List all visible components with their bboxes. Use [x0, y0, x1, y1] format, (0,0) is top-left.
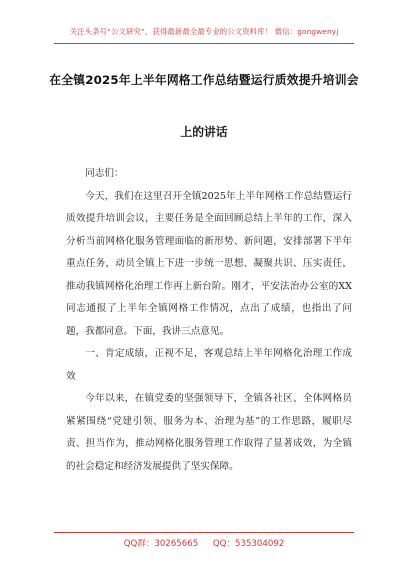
footer-qq: QQ：535304092: [212, 539, 285, 549]
body-paragraph-intro: 今天，我们在这里召开全镇2025年上半年网格工作总结暨运行质效提升培训会议，主要任务是全面回顾总结上半年的工作，深入分析当前网格化服务管理面临的新形势、新问题，安排部署下半年重点任务，动员全镇上下进一步统一思想、凝聚共识、压实责任，推动我镇网格化治理工作再上新台阶。刚才，平安法治办公室的XX同志通报了上半年全镇网格工作情况，点出了成绩，也指出了问题，我都同意。下面，我讲三点意见。: [66, 190, 352, 337]
footer-qq-group: QQ群：30265665: [123, 539, 199, 549]
body-paragraph-achievements: 今年以来，在镇党委的坚强领导下，全镇各社区、全体网格员紧紧围绕“党建引领、服务为本、治理为基”的工作思路，履职尽责、担当作为，推动网格化服务管理工作取得了显著成效，为全镇的社会稳定和经济发展提供了坚实保障。: [66, 393, 352, 472]
document-title-line-2: 上的讲话: [180, 125, 228, 139]
document-title-line-1: 在全镇2025年上半年网格工作总结暨运行质效提升培训会: [49, 73, 359, 87]
section-heading-1: 一、肯定成绩，正视不足，客观总结上半年网格化治理工作成效: [66, 348, 352, 382]
header-divider: [54, 43, 354, 44]
footer-divider: [54, 532, 354, 533]
salutation: 同志们：: [85, 168, 124, 179]
footer-contact: [0, 537, 408, 549]
header-banner: 关注头条号“公文研究”，获得最新最全最专业的公文资料库！ 微信：gongwenyj: [69, 27, 339, 36]
document-body: [66, 163, 352, 478]
